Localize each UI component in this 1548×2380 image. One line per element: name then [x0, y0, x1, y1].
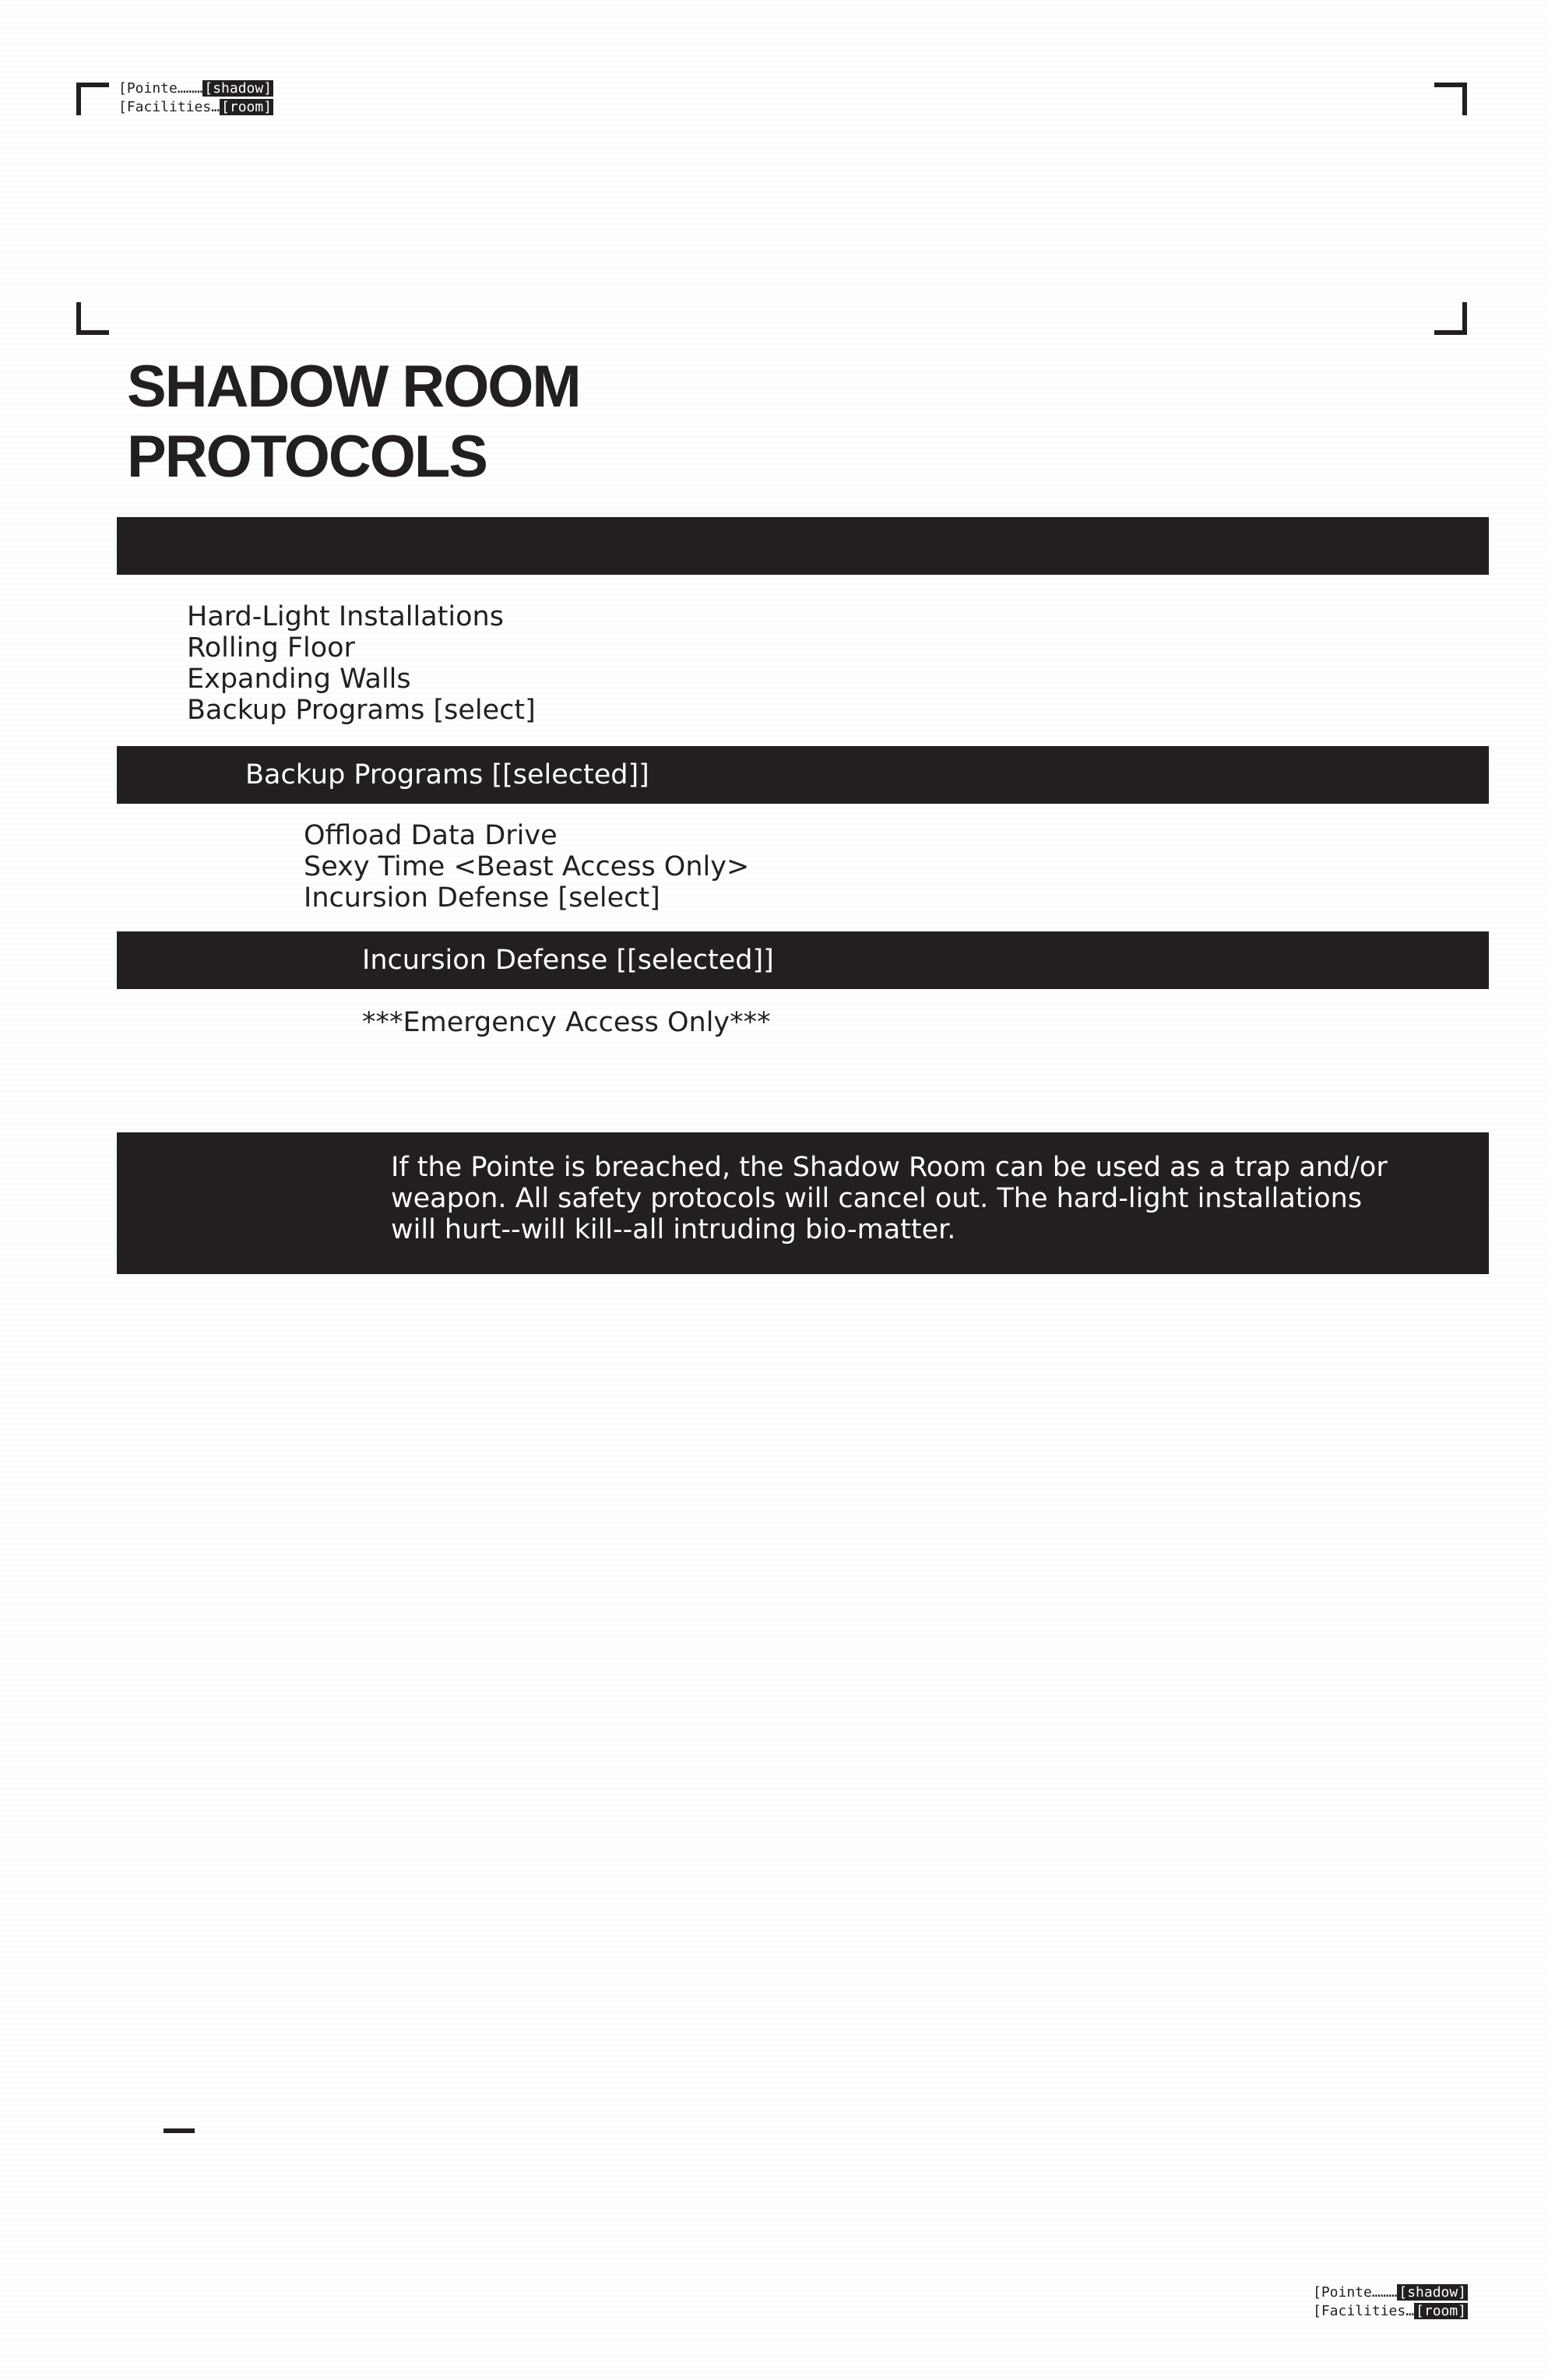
emergency-access-warning: ***Emergency Access Only*** — [362, 1007, 771, 1038]
frame-corner-bottom-right — [1434, 302, 1467, 335]
footer-tag-prefix: [Facilities… — [1313, 2303, 1415, 2319]
page-dash-mark — [164, 2128, 195, 2133]
frame-corner-top-left — [76, 83, 109, 115]
header-tag-prefix: [Pointe……… — [118, 80, 203, 97]
page-title-line-1: SHADOW ROOM — [127, 354, 580, 420]
incursion-defense-header-bar — [117, 931, 1489, 989]
notice-panel — [117, 1132, 1489, 1274]
backup-programs-menu — [304, 820, 749, 914]
menu-item-incursion-defense[interactable]: Incursion Defense [select] — [304, 882, 660, 914]
header-tag — [118, 79, 273, 117]
page-title — [127, 352, 580, 492]
footer-tag-badge-shadow: [shadow] — [1398, 2284, 1467, 2301]
header-tag-prefix: [Facilities… — [118, 99, 220, 115]
footer-tag-line-1 — [1313, 2283, 1468, 2302]
footer-tag-badge-room: [room] — [1416, 2303, 1467, 2319]
notice-text: If the Pointe is breached, the Shadow Room can be used as a trap and/or weapon. All safety protocols will cancel out. The hard-light installations will hurt--will kill--all intruding bio-matter. — [391, 1152, 1388, 1245]
menu-item-rolling-floor[interactable]: Rolling Floor — [187, 632, 355, 664]
footer-tag-line-2 — [1313, 2302, 1468, 2321]
header-tag-badge-shadow: [shadow] — [204, 80, 273, 97]
incursion-defense-header: Incursion Defense [[selected]] — [362, 945, 774, 976]
backup-programs-header: Backup Programs [[selected]] — [245, 759, 649, 790]
menu-item-expanding-walls[interactable]: Expanding Walls — [187, 664, 411, 695]
main-menu — [187, 601, 536, 726]
header-tag-line-2 — [118, 98, 273, 117]
menu-item-sexy-time[interactable]: Sexy Time <Beast Access Only> — [304, 851, 750, 882]
backup-programs-header-bar — [117, 746, 1489, 804]
footer-tag — [1313, 2283, 1468, 2321]
page-title-line-2: PROTOCOLS — [127, 424, 487, 490]
header-tag-line-1 — [118, 79, 273, 98]
frame-corner-top-right — [1434, 83, 1467, 115]
header-tag-badge-room: [room] — [221, 99, 273, 115]
menu-header-bar — [117, 517, 1489, 575]
frame-corner-bottom-left — [76, 302, 109, 335]
menu-item-offload-data-drive[interactable]: Offload Data Drive — [304, 820, 558, 851]
menu-item-backup-programs[interactable]: Backup Programs [select] — [187, 695, 536, 726]
menu-item-hard-light-installations[interactable]: Hard-Light Installations — [187, 601, 504, 632]
footer-tag-prefix: [Pointe……… — [1313, 2284, 1398, 2301]
